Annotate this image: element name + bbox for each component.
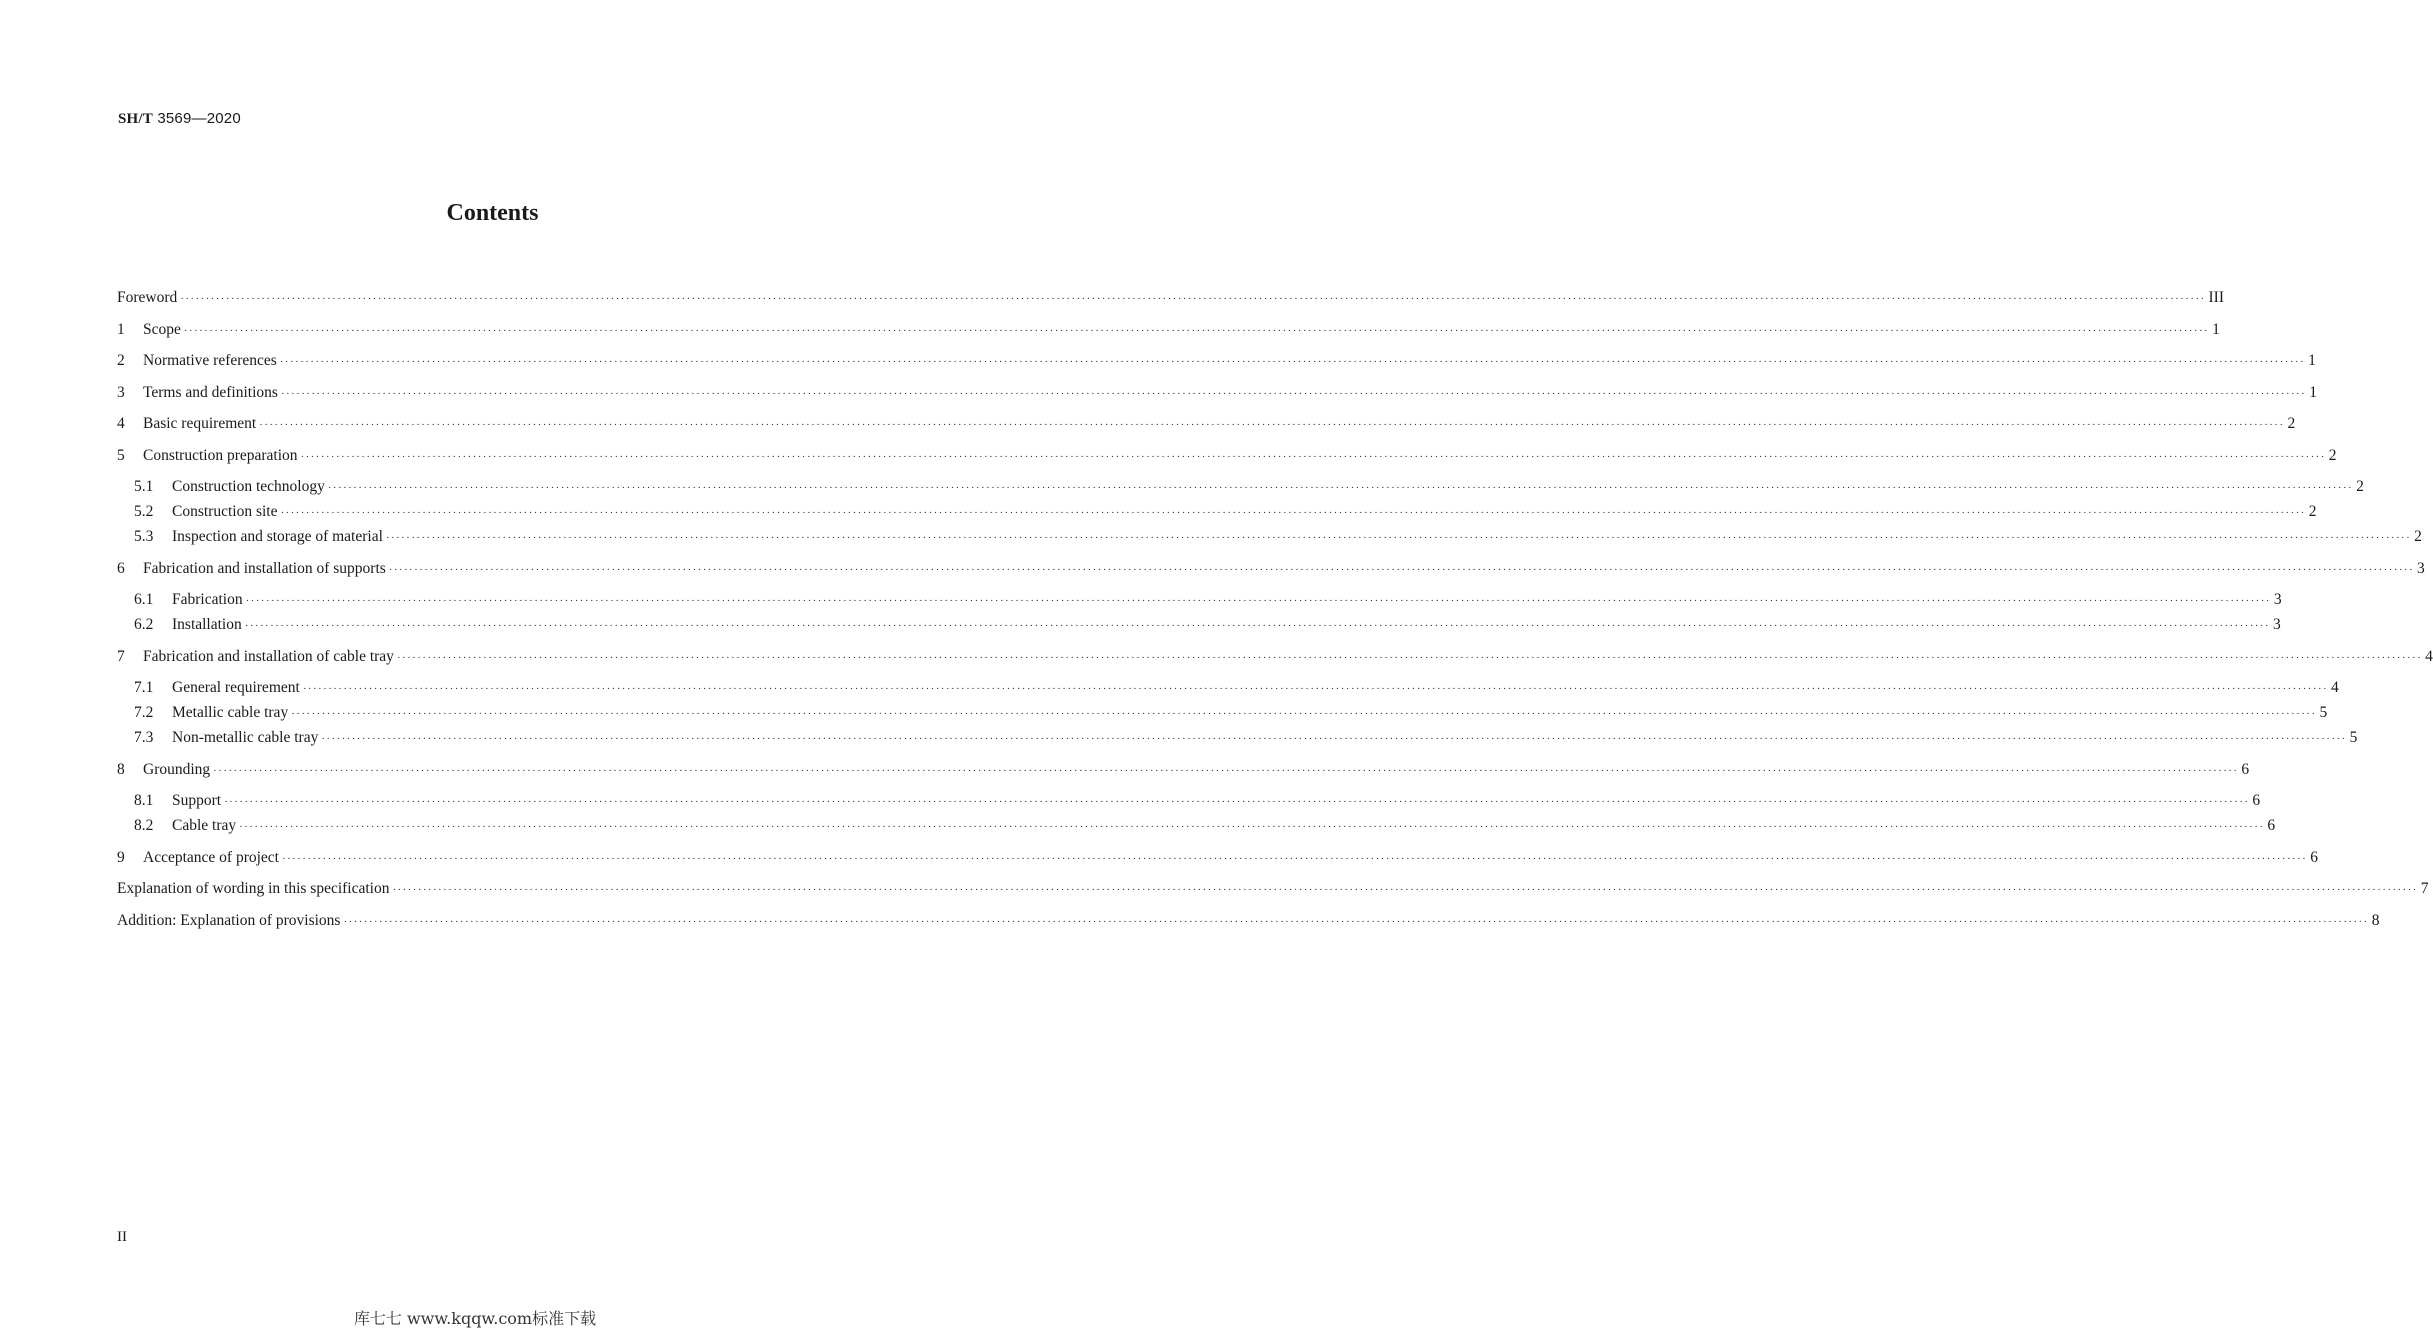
toc-entry[interactable] [134,589,2282,611]
toc-dot-leader: ················································································································································································································································································································································································································ [392,884,2418,896]
toc-entry-page: 3 [2417,560,2425,577]
toc-dot-leader: ················································································································································································································································································································································································································ [281,853,2308,865]
toc-entry[interactable] [117,759,2250,781]
toc-entry-page: 4 [2425,648,2433,665]
toc-entry[interactable] [134,526,2422,548]
toc-dot-leader: ················································································································································································································································································································································································································ [291,708,2317,720]
toc-entry-page: 6 [2252,792,2261,809]
toc-entry-number: 8 [117,761,125,778]
toc-entry-label: Fabrication and installation of supports [143,560,386,577]
toc-entry-label: Support [172,792,222,809]
toc-dot-leader: ················································································································································································································································································································································································································ [396,652,2423,664]
toc-dot-leader: ················································································································································································································································································································································································································ [343,916,2369,928]
toc-entry[interactable] [134,476,2364,498]
toc-entry-number: 7.3 [134,729,154,746]
toc-entry[interactable] [117,287,2225,309]
toc-entry-number: 7 [117,648,125,665]
toc-entry-number: 5.2 [134,503,154,520]
toc-entry-number: 7.1 [134,679,154,696]
toc-entry[interactable] [117,350,2316,372]
toc-entry-page: 1 [2212,321,2220,338]
toc-dot-leader: ················································································································································································································································································································································································································ [259,419,2285,431]
toc-entry[interactable] [134,677,2339,699]
toc-entry-label: General requirement [172,679,300,696]
toc-entry-label: Explanation of wording in this specification [117,880,390,897]
toc-entry[interactable] [134,501,2317,523]
toc-entry-number: 6.2 [134,616,154,633]
toc-entry-page: 1 [2308,352,2316,369]
toc-entry[interactable] [117,558,2425,580]
toc-entry-number: 5.3 [134,528,154,545]
toc-entry-label: Fabrication and installation of cable tray [143,648,394,665]
toc-entry-page: 7 [2420,880,2429,897]
toc-entry-label: Construction site [172,503,278,520]
toc-entry-number: 6 [117,560,125,577]
toc-entry[interactable] [134,702,2328,724]
toc-entry[interactable] [117,847,2318,869]
toc-entry-number: 7.2 [134,704,154,721]
toc-dot-leader: ················································································································································································································································································································································································································ [180,293,2206,305]
toc-entry-label: Addition: Explanation of provisions [117,912,341,929]
toc-entry-number: 8.1 [134,792,154,809]
toc-entry-page: 5 [2319,704,2328,721]
toc-dot-leader: ················································································································································································································································································································································································································ [279,356,2306,368]
toc-dot-leader: ················································································································································································································································································································································································································ [280,388,2307,400]
toc-entry-number: 5.1 [134,478,154,495]
toc-entry-page: 3 [2273,591,2282,608]
toc-entry[interactable] [117,445,2337,467]
toc-dot-leader: ················································································································································································································································································································································································································ [213,765,2239,777]
toc-entry-label: Construction preparation [143,447,298,464]
toc-dot-leader: ················································································································································································································································································································································································································ [280,507,2306,519]
toc-entry-label: Installation [172,616,242,633]
page-number: II [117,1229,127,1245]
watermark-text: 库七七 www.kqqw.com标准下载 [353,1309,597,1328]
toc-entry-page: 1 [2309,384,2317,401]
page-title: Contents [446,200,539,226]
toc-entry-label: Terms and definitions [143,384,278,401]
toc-entry-label: Basic requirement [143,415,257,432]
standard-prefix: SH/T [118,111,153,127]
toc-entry-number: 3 [117,384,125,401]
toc-entry[interactable] [117,319,2220,341]
toc-entry-label: Fabrication [172,591,243,608]
toc-entry[interactable] [117,646,2433,668]
toc-entry-page: 6 [2241,761,2250,778]
toc-dot-leader: ················································································································································································································································································································································································································ [321,733,2347,745]
toc-entry[interactable] [134,727,2358,749]
toc-dot-leader: ················································································································································································································································································································································································································ [224,796,2250,808]
toc-entry-label: Acceptance of project [143,849,279,866]
toc-entry-page: 4 [2331,679,2339,696]
toc-entry-number: 2 [117,352,125,369]
toc-entry-number: 8.2 [134,817,154,834]
toc-entry-number: 4 [117,415,125,432]
toc-dot-leader: ················································································································································································································································································································································································································ [239,821,2265,833]
toc-entry-label: Non-metallic cable tray [172,729,319,746]
toc-entry[interactable] [134,614,2281,636]
toc-dot-leader: ················································································································································································································································································································································································································ [300,451,2326,463]
toc-entry-label: Cable tray [172,817,237,834]
toc-entry[interactable] [134,790,2261,812]
toc-entry-page: 6 [2267,817,2276,834]
toc-entry[interactable] [117,382,2317,404]
toc-entry-label: Metallic cable tray [172,704,289,721]
toc-entry[interactable] [134,815,2276,837]
toc-entry-page: 8 [2371,912,2380,929]
toc-dot-leader: ················································································································································································································································································································································································································ [244,620,2270,632]
toc-entry-number: 5 [117,447,125,464]
toc-entry-page: 6 [2310,849,2318,866]
toc-dot-leader: ················································································································································································································································································································································································································ [245,595,2271,607]
toc-entry-page: 2 [2308,503,2317,520]
toc-entry-page: 2 [2356,478,2364,495]
toc-entry-label: Grounding [143,761,211,778]
toc-entry-label: Scope [143,321,181,338]
standard-number: 3569—2020 [152,110,241,127]
toc-entry-label: Inspection and storage of material [172,528,383,545]
toc-entry-number: 1 [117,321,125,338]
toc-entry-page: III [2208,289,2225,306]
toc-entry[interactable] [117,413,2296,435]
standard-code [118,110,241,128]
toc-dot-leader: ················································································································································································································································································································································································································ [327,482,2354,494]
toc-dot-leader: ················································································································································································································································································································································································································ [183,325,2210,337]
toc-entry[interactable] [117,910,2380,932]
toc-entry-page: 5 [2349,729,2358,746]
toc-entry-label: Normative references [143,352,277,369]
toc-dot-leader: ················································································································································································································································································································································································································ [388,564,2415,576]
toc-entry-label: Foreword [117,289,178,306]
toc-entry-page: 2 [2414,528,2422,545]
toc-entry-number: 9 [117,849,125,866]
toc-entry-page: 2 [2287,415,2296,432]
toc-entry-page: 2 [2328,447,2337,464]
toc-dot-leader: ················································································································································································································································································································································································································ [302,683,2329,695]
toc-entry-number: 6.1 [134,591,154,608]
toc-entry-label: Construction technology [172,478,325,495]
toc-dot-leader: ················································································································································································································································································································································································································ [385,532,2412,544]
toc-entry-page: 3 [2272,616,2281,633]
toc-entry[interactable] [117,878,2429,900]
